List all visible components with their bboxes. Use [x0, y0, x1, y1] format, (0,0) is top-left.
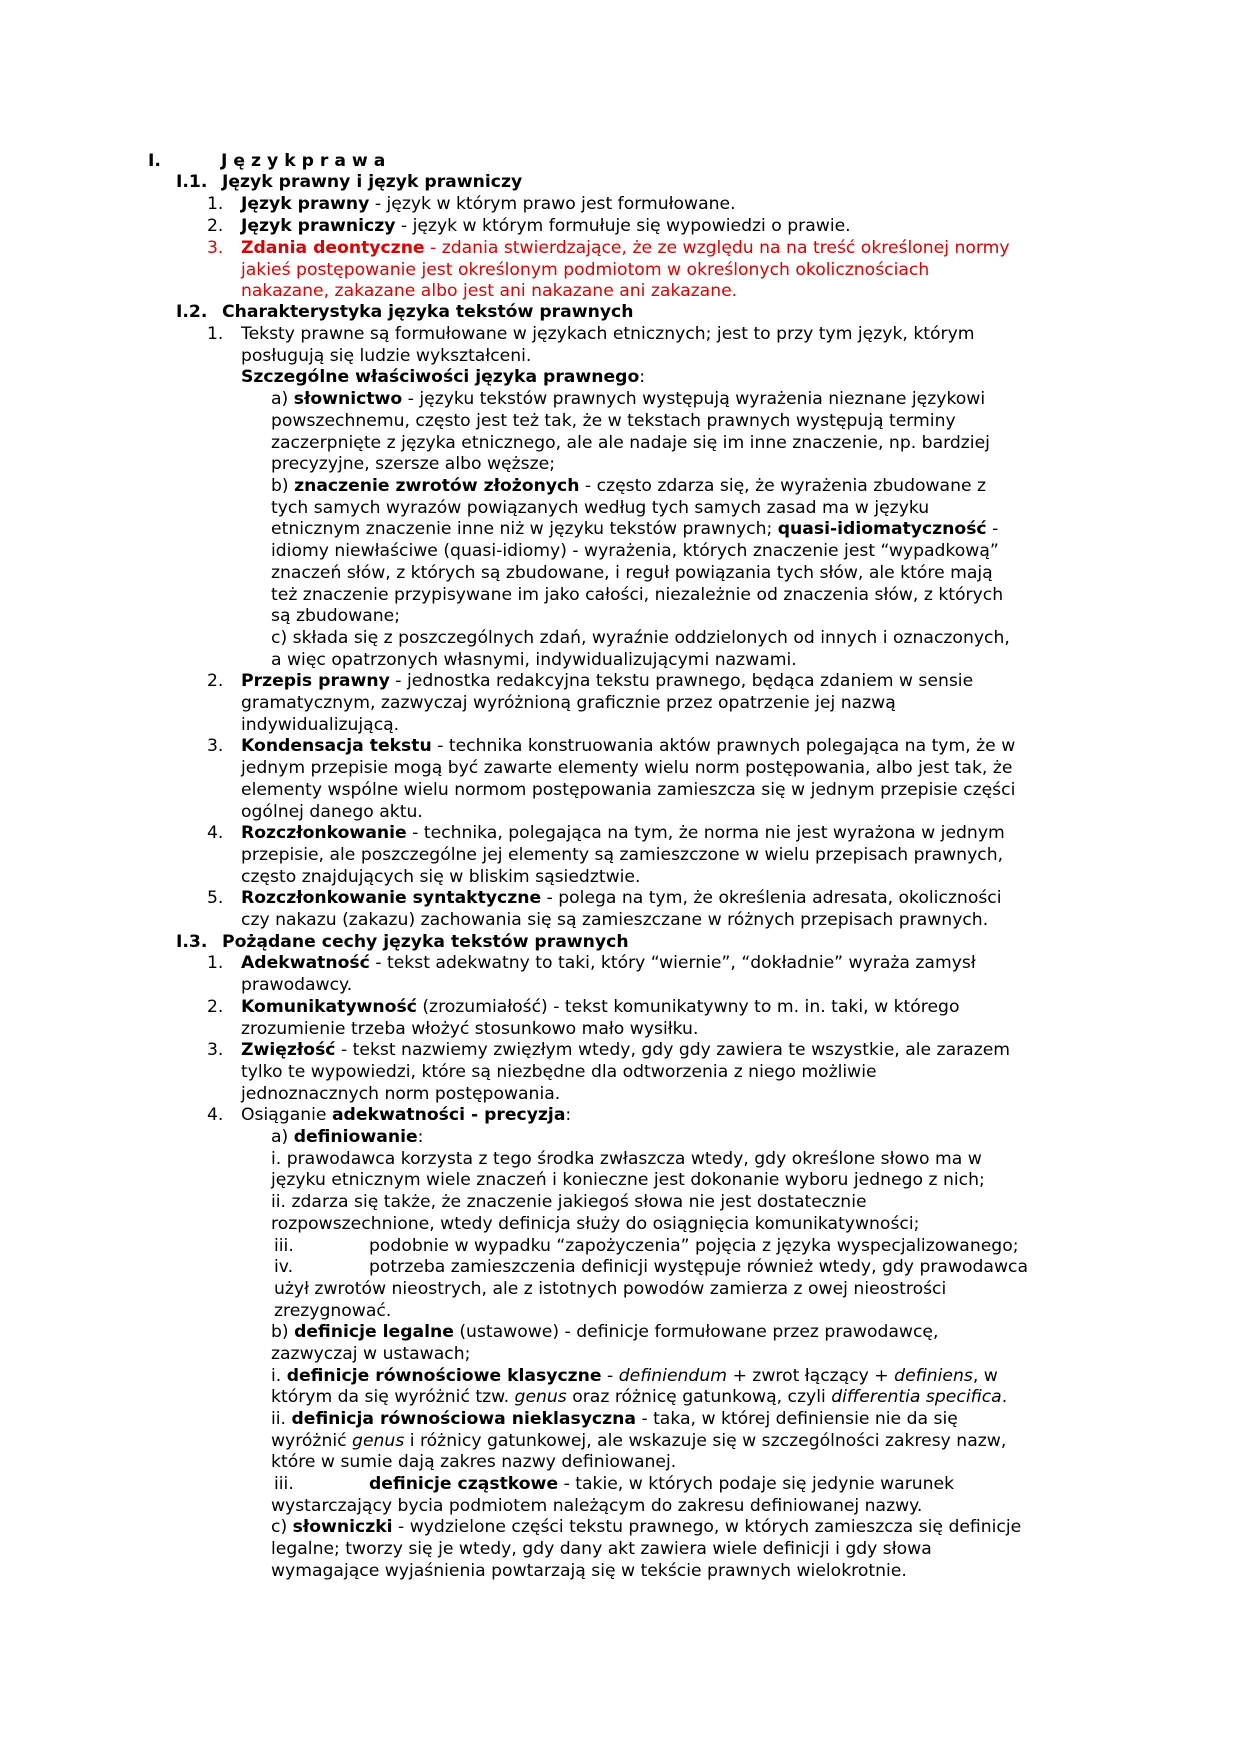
term: Zwięzłość	[241, 1040, 336, 1060]
definition: - taka, w której definiensie nie da się	[635, 1409, 958, 1429]
text-span: wyróżnić	[271, 1431, 353, 1451]
definition: - jednostka redakcyjna tekstu prawnego, będąca zdaniem w sensie	[389, 671, 974, 691]
text-line: ogólnej danego aktu.	[241, 802, 423, 822]
definition: - polega na tym, że określenia adresata, okoliczności	[541, 888, 1002, 908]
text-span: etnicznym znaczenie inne niż w języku tekstów prawnych;	[271, 519, 778, 539]
sub-item	[271, 1516, 1021, 1538]
list-number: 1.	[207, 194, 224, 214]
text-line: Teksty prawne są formułowane w językach etnicznych; jest to przy tym język, którym	[241, 324, 975, 344]
text-line: powszechnemu, często jest też tak, że w tekstach prawnych występują terminy	[271, 411, 956, 431]
definition: - zdania stwierdzające, że ze względu na na treść określonej normy	[424, 238, 1010, 258]
text-line	[271, 1408, 958, 1430]
text-line	[271, 1430, 1006, 1452]
definition: - język w którym prawo jest formułowane.	[369, 194, 736, 214]
text-line: posługują się ludzie wykształceni.	[241, 346, 532, 366]
term: słownictwo	[293, 389, 403, 409]
text-span: Osiąganie	[241, 1105, 332, 1125]
list-item-highlighted	[241, 237, 1010, 259]
text-line: zaczerpnięte z języka etnicznego, ale ale nadaje się im inne znaczenie, np. bardziej	[271, 433, 990, 453]
paren: (zrozumiałość)	[416, 997, 548, 1017]
term: definicja równościowa nieklasyczna	[291, 1409, 636, 1429]
definition: - takie, w których podaje się jedynie warunek	[558, 1474, 955, 1494]
text-line: indywidualizującą.	[241, 715, 400, 735]
text-line: tych samych wyrazów powiązanych według tych samych zasad ma w języku	[271, 498, 930, 518]
sub-label: a)	[271, 389, 289, 409]
text-span: którym da się wyróżnić tzw.	[271, 1387, 515, 1407]
text-line: legalne; tworzy się je wtedy, gdy dany akt zawiera wiele definicji i gdy słowa	[271, 1539, 932, 1559]
text-line: też znaczenie przypisywane im jako całości, niezależnie od znaczenia słów, z których	[271, 585, 1004, 605]
colon: :	[417, 1127, 424, 1147]
term: Zdania deontyczne	[241, 238, 425, 258]
list-number: 3.	[207, 1040, 224, 1060]
term: Język prawniczy	[241, 216, 396, 236]
list-item	[241, 952, 976, 974]
list-number: 2.	[207, 216, 224, 236]
text-line: potrzeba zamieszczenia definicji występuje również wtedy, gdy prawodawca	[369, 1257, 1029, 1277]
text-line: a więc opatrzonych własnymi, indywidualizującymi nazwami.	[271, 650, 797, 670]
sub-item	[271, 388, 985, 410]
text-line: elementy wspólne wielu normom postępowania zamieszcza się w jednym przepisie części	[241, 780, 1016, 800]
sub-label: c)	[271, 1517, 288, 1537]
list-number: 3.	[207, 238, 224, 258]
list-item	[241, 670, 973, 692]
section-title: Pożądane cechy języka tekstów prawnych	[222, 932, 629, 952]
text-line: jakieś postępowanie jest określonym podmiotom w określonych okolicznościach	[241, 260, 930, 280]
term: Rozczłonkowanie	[241, 823, 407, 843]
definition: - języku tekstów prawnych występują wyrażenia nieznane językowi	[402, 389, 986, 409]
list-number: 3.	[207, 736, 224, 756]
list-item	[241, 1039, 1010, 1061]
term: definicje cząstkowe	[369, 1474, 559, 1494]
definition: - tekst nazwiemy zwięzłym wtedy, gdy gdy zawiera te wszystkie, ale zarazem	[335, 1040, 1011, 1060]
list-item	[241, 193, 736, 215]
definition: - technika konstruowania aktów prawnych polegająca na tym, że w	[431, 736, 1016, 756]
definition: - wydzielone części tekstu prawnego, w których zamieszcza się definicje	[392, 1517, 1022, 1537]
definition: - technika, polegająca na tym, że norma nie jest wyrażona w jednym	[406, 823, 1005, 843]
roman-number: ii.	[271, 1409, 287, 1429]
definition: - często zdarza się, że wyrażenia zbudowane z	[579, 476, 987, 496]
colon: :	[639, 367, 646, 387]
term: adekwatności - precyzja	[331, 1105, 566, 1125]
italic-term: genus	[352, 1431, 405, 1451]
text-span: + zwrot łączący +	[726, 1366, 895, 1386]
list-item	[241, 215, 851, 237]
text-line	[271, 1365, 998, 1387]
sub-label: b)	[271, 1322, 289, 1342]
italic-term: definiens	[894, 1366, 973, 1386]
list-number: 1.	[207, 324, 224, 344]
sub-item	[271, 475, 986, 497]
term: Język prawny	[241, 194, 370, 214]
list-number: 2.	[207, 997, 224, 1017]
term: definicje równościowe klasyczne	[286, 1366, 602, 1386]
text-line: zrezygnować.	[274, 1301, 392, 1321]
section-number: I.3.	[176, 932, 208, 952]
definition: - język w którym formułuje się wypowiedzi o prawie.	[395, 216, 851, 236]
text-line: ii. zdarza się także, że znaczenie jakiegoś słowa nie jest dostatecznie	[271, 1192, 867, 1212]
text-span: -	[986, 519, 999, 539]
italic-term: genus	[514, 1387, 567, 1407]
term: słowniczki	[292, 1517, 393, 1537]
text-line: jednoznacznych norm postępowania.	[241, 1084, 561, 1104]
text-line: czy nakazu (zakazu) zachowania się są zamieszczane w różnych przepisach prawnych.	[241, 910, 989, 930]
sub-item	[271, 1321, 938, 1343]
text-line: znaczeń słów, z których są zbudowane, i reguł powiązania tych słów, ale które mają	[271, 563, 993, 583]
section-number: I.1.	[176, 172, 208, 192]
text-line: c) składa się z poszczególnych zdań, wyraźnie oddzielonych od innych i oznaczonych,	[271, 628, 1010, 648]
text-line: zrozumienie trzeba włożyć stosunkowo mało wysiłku.	[241, 1019, 699, 1039]
section-number: I.2.	[176, 302, 208, 322]
list-number: 4.	[207, 823, 224, 843]
term: definicje legalne	[294, 1322, 454, 1342]
text-line: tylko te wypowiedzi, które są niezbędne dla odtworzenia z niego możliwie	[241, 1062, 877, 1082]
roman-number: iii.	[274, 1236, 294, 1256]
roman-number: iii.	[274, 1474, 294, 1494]
term: Przepis prawny	[241, 671, 390, 691]
subheading-text: Szczególne właściwości języka prawnego	[241, 367, 640, 387]
term: Adekwatność	[241, 953, 370, 973]
term: Komunikatywność	[241, 997, 417, 1017]
text-span: .	[1001, 1387, 1008, 1407]
list-item	[241, 887, 1002, 909]
text-line: wystarczający bycia podmiotem należącym do zakresu definiowanej nazwy.	[271, 1496, 923, 1516]
text-line: są zbudowane;	[271, 606, 401, 626]
text-line: prawodawcy.	[241, 975, 353, 995]
text-line: gramatycznym, zazwyczaj wyróżnioną graficznie przez opatrzenie jej nazwą	[241, 693, 896, 713]
text-line	[271, 1386, 1007, 1408]
text-span: oraz różnicę gatunkową, czyli	[566, 1387, 832, 1407]
list-item	[241, 735, 1015, 757]
text-line: które w sumie dają zakres nazwy definiowanej.	[271, 1452, 677, 1472]
text-line: często znajdujących się w bliskim sąsiedztwie.	[241, 867, 641, 887]
italic-term: differentia specifica	[831, 1387, 1002, 1407]
list-item	[241, 996, 959, 1018]
text-span: , w	[972, 1366, 998, 1386]
term: definiowanie	[293, 1127, 418, 1147]
sub-item	[271, 1126, 423, 1148]
section-title: Charakterystyka języka tekstów prawnych	[222, 302, 634, 322]
term: znaczenie zwrotów złożonych	[294, 476, 580, 496]
list-number: 5.	[207, 888, 224, 908]
definition: (ustawowe) - definicje formułowane przez prawodawcę,	[453, 1322, 939, 1342]
text-span: -	[601, 1366, 619, 1386]
definition: - tekst adekwatny to taki, który “wiernie”, “dokładnie” wyraża zamysł	[369, 953, 976, 973]
chapter-title: J ę z y k p r a w a	[221, 151, 386, 171]
text-line: podobnie w wypadku “zapożyczenia” pojęcia z języka wyspecjalizowanego;	[369, 1236, 1019, 1256]
text-line: nakazane, zakazane albo jest ani nakazane ani zakazane.	[241, 281, 738, 301]
term: Rozczłonkowanie syntaktyczne	[241, 888, 542, 908]
list-number: 4.	[207, 1105, 224, 1125]
text-line: rozpowszechnione, wtedy definicja służy do osiągnięcia komunikatywności;	[271, 1214, 920, 1234]
text-line	[271, 518, 998, 540]
roman-number: i.	[271, 1366, 282, 1386]
text-line: precyzyjne, szersze albo węższe;	[271, 454, 555, 474]
text-line: wymagające wyjaśnienia powtarzają się w tekście prawnych wielokrotnie.	[271, 1561, 907, 1581]
section-title: Język prawny i język prawniczy	[222, 172, 523, 192]
text-line: idiomy niewłaściwe (quasi-idiomy) - wyrażenia, których znaczenie jest “wypadkową”	[271, 541, 999, 561]
term: Kondensacja tekstu	[241, 736, 432, 756]
text-line: i. prawodawca korzysta z tego środka zwłaszcza wtedy, gdy określone słowo ma w	[271, 1149, 982, 1169]
term: quasi-idiomatyczność	[777, 519, 987, 539]
text-span: i różnicy gatunkowej, ale wskazuje się w szczególności zakresy nazw,	[404, 1431, 1007, 1451]
text-line	[369, 1473, 954, 1495]
subheading	[241, 366, 645, 388]
sub-label: b)	[271, 476, 289, 496]
text-line: użył zwrotów nieostrych, ale z istotnych powodów zamierza z owej nieostrości	[274, 1279, 947, 1299]
list-number: 1.	[207, 953, 224, 973]
text-line: języku etnicznym wiele znaczeń i konieczne jest dokonanie wyboru jednego z nich;	[271, 1170, 985, 1190]
sub-label: a)	[271, 1127, 289, 1147]
italic-term: definiendum	[618, 1366, 727, 1386]
roman-number: iv.	[274, 1257, 294, 1277]
text-line: zazwyczaj w ustawach;	[271, 1344, 471, 1364]
list-item	[241, 1104, 571, 1126]
text-line: jednym przepisie mogą być zawarte elementy wielu norm postępowania, albo jest tak, że	[241, 758, 1013, 778]
definition: - tekst komunikatywny to m. in. taki, w którego	[547, 997, 960, 1017]
chapter-number: I.	[148, 151, 161, 171]
colon: :	[565, 1105, 572, 1125]
text-line: przepisie, ale poszczególne jej elementy są zamieszczone w wielu przepisach prawnych,	[241, 845, 1004, 865]
list-number: 2.	[207, 671, 224, 691]
list-item	[241, 822, 1005, 844]
